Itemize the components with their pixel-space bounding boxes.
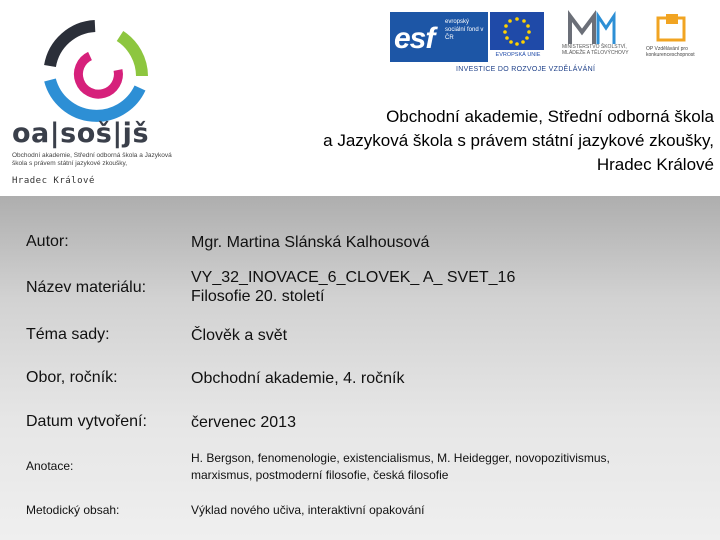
esf-text: evropský sociální fond v ČR [445,19,484,41]
row-label: Téma sady: [26,326,110,343]
msmt-label: MINISTERSTVO ŠKOLSTVÍ, MLÁDEŽE A TĚLOVÝCHOVY [562,44,629,56]
school-title [194,105,714,177]
funding-banner [390,8,718,74]
esf-letters: esf [394,22,435,55]
row-value-line: marxismus, postmoderní filosofie, česká filosofie [191,468,449,482]
row-value-line: VY_32_INOVACE_6_CLOVEK_ A_ SVET_16 [191,269,516,286]
row-value: červenec 2013 [191,414,296,431]
row-value [191,450,610,484]
row-value: Mgr. Martina Slánská Kalhousová [191,234,430,251]
invest-slogan: INVESTICE DO ROZVOJE VZDĚLÁVÁNÍ [456,66,596,73]
row-value [191,268,515,306]
esf-logo [390,12,488,62]
row-label: Obor, ročník: [26,369,118,386]
row-label: Autor: [26,233,69,250]
row-value: Člověk a svět [191,327,288,344]
op-logo-icon [652,12,692,44]
logo-wordmark: oa|soš|jš [12,118,150,149]
row-label: Metodický obsah: [26,503,120,517]
row-label: Název materiálu: [26,279,147,296]
logo-city: Hradec Králové [12,176,95,186]
eu-label: EVROPSKÁ UNIE [495,52,541,58]
school-title-line: a Jazyková škola s právem státní jazykové zkoušky, [323,131,714,150]
logo-subtitle: Obchodní akademie, Střední odborná škola a Jazyková škola s právem státní jazykové zkoušky, [12,152,172,167]
school-title-line: Hradec Králové [596,155,714,174]
row-value-line: Filosofie 20. století [191,288,325,305]
eu-flag-icon [490,12,544,50]
row-label: Datum vytvoření: [26,413,147,430]
school-logo-icon [20,18,170,128]
row-value: Výklad nového učiva, interaktivní opakování [191,503,425,517]
row-value-line: H. Bergson, fenomenologie, existencialismus, M. Heidegger, novopozitivismus, [191,451,610,465]
op-label: OP Vzdělávání pro konkurenceschopnost [646,46,695,58]
header [0,0,720,196]
row-label: Anotace: [26,459,74,473]
school-title-line: Obchodní akademie, Střední odborná škola [386,107,714,126]
row-value: Obchodní akademie, 4. ročník [191,370,405,387]
